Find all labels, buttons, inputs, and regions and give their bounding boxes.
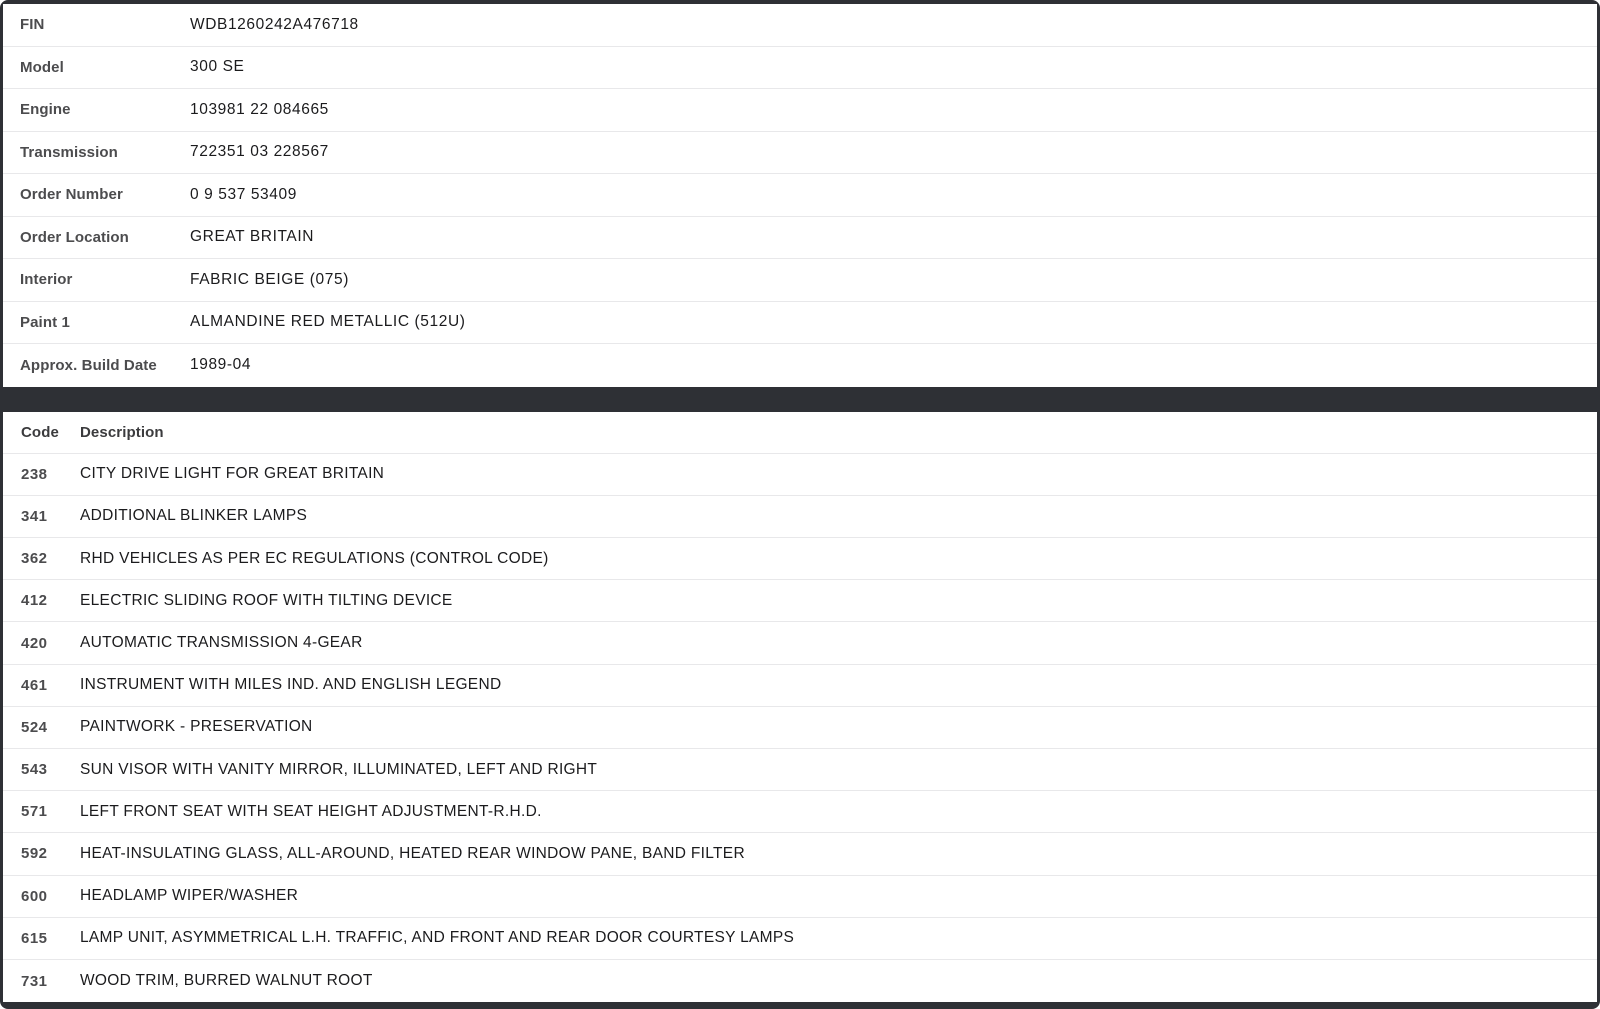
description-cell: ADDITIONAL BLINKER LAMPS bbox=[80, 507, 308, 525]
field-value: 300 SE bbox=[190, 58, 245, 76]
field-label: Engine bbox=[20, 101, 71, 119]
code-cell: 461 bbox=[21, 676, 48, 694]
description-cell: ELECTRIC SLIDING ROOF WITH TILTING DEVICE bbox=[80, 591, 453, 609]
field-value: WDB1260242A476718 bbox=[190, 15, 359, 33]
field-value: 722351 03 228567 bbox=[190, 143, 329, 161]
code-cell: 571 bbox=[21, 803, 48, 821]
field-value: GREAT BRITAIN bbox=[190, 228, 315, 246]
option-row-420 bbox=[3, 622, 1597, 664]
code-cell: 600 bbox=[21, 887, 48, 905]
field-label: Approx. Build Date bbox=[20, 356, 157, 374]
vehicle-row-model bbox=[3, 47, 1597, 90]
vehicle-row-engine bbox=[3, 89, 1597, 132]
description-cell: SUN VISOR WITH VANITY MIRROR, ILLUMINATED, LEFT AND RIGHT bbox=[80, 760, 598, 778]
code-cell: 362 bbox=[21, 550, 48, 568]
field-label: Model bbox=[20, 58, 64, 76]
vehicle-row-order-location bbox=[3, 217, 1597, 260]
field-label: FIN bbox=[20, 16, 45, 34]
field-label: Transmission bbox=[20, 143, 118, 161]
option-row-362 bbox=[3, 538, 1597, 580]
description-cell: INSTRUMENT WITH MILES IND. AND ENGLISH LEGEND bbox=[80, 676, 502, 694]
code-cell: 615 bbox=[21, 929, 48, 947]
field-label: Paint 1 bbox=[20, 313, 70, 331]
field-value: FABRIC BEIGE (075) bbox=[190, 270, 349, 288]
vehicle-row-order-number bbox=[3, 174, 1597, 217]
option-row-571 bbox=[3, 791, 1597, 833]
code-cell: 543 bbox=[21, 761, 48, 779]
option-row-341 bbox=[3, 496, 1597, 538]
option-row-592 bbox=[3, 833, 1597, 875]
field-value: 0 9 537 53409 bbox=[190, 185, 297, 203]
code-cell: 420 bbox=[21, 634, 48, 652]
description-cell: RHD VEHICLES AS PER EC REGULATIONS (CONTROL CODE) bbox=[80, 549, 549, 567]
description-column-header: Description bbox=[80, 423, 164, 441]
codes-header-row bbox=[3, 412, 1597, 454]
code-cell: 524 bbox=[21, 718, 48, 736]
code-cell: 592 bbox=[21, 845, 48, 863]
description-cell: WOOD TRIM, BURRED WALNUT ROOT bbox=[80, 972, 373, 990]
code-cell: 238 bbox=[21, 465, 48, 483]
option-row-524 bbox=[3, 707, 1597, 749]
option-row-412 bbox=[3, 580, 1597, 622]
description-cell: CITY DRIVE LIGHT FOR GREAT BRITAIN bbox=[80, 465, 385, 483]
code-cell: 731 bbox=[21, 972, 48, 990]
option-row-238 bbox=[3, 454, 1597, 496]
option-row-731 bbox=[3, 960, 1597, 1002]
vehicle-row-paint bbox=[3, 302, 1597, 345]
description-cell: PAINTWORK - PRESERVATION bbox=[80, 718, 313, 736]
option-row-600 bbox=[3, 876, 1597, 918]
field-label: Order Location bbox=[20, 228, 129, 246]
field-label: Order Number bbox=[20, 186, 123, 204]
vehicle-row-transmission bbox=[3, 132, 1597, 175]
vehicle-row-interior bbox=[3, 259, 1597, 302]
field-label: Interior bbox=[20, 271, 73, 289]
code-column-header: Code bbox=[21, 423, 59, 441]
option-row-461 bbox=[3, 665, 1597, 707]
field-value: 103981 22 084665 bbox=[190, 100, 329, 118]
description-cell: AUTOMATIC TRANSMISSION 4-GEAR bbox=[80, 634, 363, 652]
description-cell: HEAT-INSULATING GLASS, ALL-AROUND, HEATED REAR WINDOW PANE, BAND FILTER bbox=[80, 844, 745, 862]
description-cell: LAMP UNIT, ASYMMETRICAL L.H. TRAFFIC, AND FRONT AND REAR DOOR COURTESY LAMPS bbox=[80, 929, 795, 947]
description-cell: LEFT FRONT SEAT WITH SEAT HEIGHT ADJUSTMENT-R.H.D. bbox=[80, 802, 542, 820]
field-value: ALMANDINE RED METALLIC (512U) bbox=[190, 313, 466, 331]
description-cell: HEADLAMP WIPER/WASHER bbox=[80, 887, 299, 905]
equipment-codes-table bbox=[3, 412, 1597, 1003]
code-cell: 412 bbox=[21, 592, 48, 610]
code-cell: 341 bbox=[21, 507, 48, 525]
field-value: 1989-04 bbox=[190, 356, 252, 374]
vehicle-info-table bbox=[3, 4, 1597, 387]
vehicle-row-build-date bbox=[3, 344, 1597, 387]
option-row-543 bbox=[3, 749, 1597, 791]
vehicle-row-fin bbox=[3, 4, 1597, 47]
option-row-615 bbox=[3, 918, 1597, 960]
